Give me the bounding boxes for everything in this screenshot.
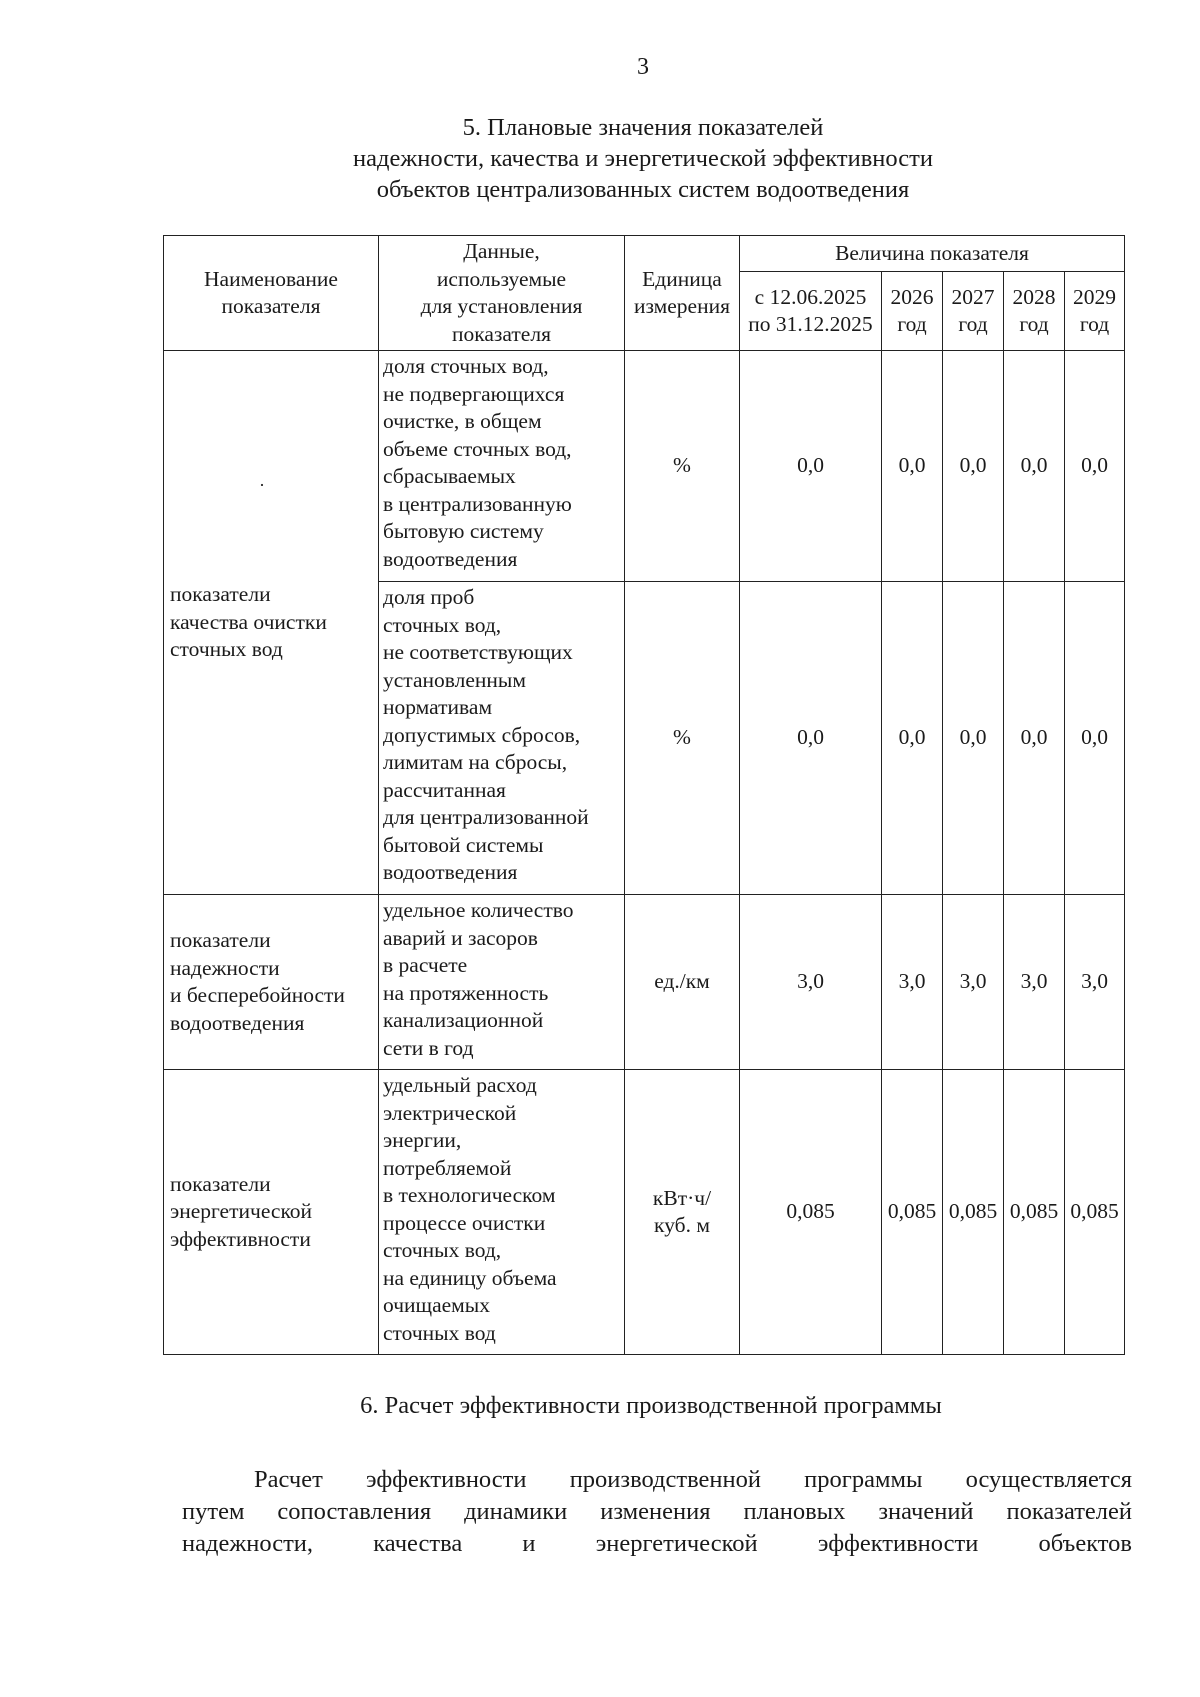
indicator-value: 0,0 bbox=[1065, 582, 1125, 895]
section-5-title-line: 5. Плановые значения показателей bbox=[462, 114, 824, 141]
indicator-value: 0,0 bbox=[740, 351, 882, 582]
section-5-title bbox=[0, 112, 1200, 205]
paragraph-line: надежности, качества и энергетической эффективности объектов bbox=[182, 1530, 1132, 1557]
header-period: с 12.06.2025 по 31.12.2025 bbox=[740, 272, 882, 351]
indicator-value: 0,0 bbox=[943, 582, 1004, 895]
indicator-value: 0,0 bbox=[882, 351, 943, 582]
header-period: 2026 год bbox=[882, 272, 943, 351]
indicator-value: 3,0 bbox=[1065, 895, 1125, 1070]
indicator-value: 3,0 bbox=[943, 895, 1004, 1070]
indicator-data: доля сточных вод, не подвергающихся очистке, в общем объеме сточных вод, сбрасываемых в централизованную бытовую систему водоотведения bbox=[379, 351, 625, 582]
indicator-unit: % bbox=[625, 582, 740, 895]
indicator-unit: % bbox=[625, 351, 740, 582]
indicator-data: удельный расход электрической энергии, потребляемой в технологическом процессе очистки сточных вод, на единицу объема очищаемых сточных вод bbox=[379, 1070, 625, 1355]
indicator-name: показатели надежности и бесперебойности водоотведения bbox=[164, 895, 379, 1070]
indicator-value: 3,0 bbox=[882, 895, 943, 1070]
indicator-value: 0,0 bbox=[1004, 582, 1065, 895]
indicator-value: 0,0 bbox=[740, 582, 882, 895]
indicator-data: доля проб сточных вод, не соответствующих установленным нормативам допустимых сбросов, лимитам на сбросы, рассчитанная для централизованной бытовой системы водоотведения bbox=[379, 582, 625, 895]
header-period: 2028 год bbox=[1004, 272, 1065, 351]
header-value-group: Величина показателя bbox=[740, 236, 1125, 272]
header-name: Наименование показателя bbox=[164, 236, 379, 351]
indicator-value: 0,085 bbox=[740, 1070, 882, 1355]
page-number: 3 bbox=[637, 54, 649, 80]
indicator-value: 3,0 bbox=[1004, 895, 1065, 1070]
paragraph-line: путем сопоставления динамики изменения плановых значений показателей bbox=[182, 1498, 1132, 1525]
indicator-value: 0,0 bbox=[882, 582, 943, 895]
section-5-title-line: надежности, качества и энергетической эффективности bbox=[353, 145, 933, 172]
indicator-data: удельное количество аварий и засоров в расчете на протяженность канализационной сети в год bbox=[379, 895, 625, 1070]
indicator-value: 0,085 bbox=[943, 1070, 1004, 1355]
paragraph-line: Расчет эффективности производственной программы осуществляется bbox=[254, 1466, 1132, 1493]
indicators-table bbox=[163, 235, 1125, 1355]
indicator-name: показатели качества очистки сточных вод bbox=[164, 351, 379, 895]
indicator-value: 0,085 bbox=[1004, 1070, 1065, 1355]
section-6-paragraph bbox=[182, 1464, 1132, 1560]
indicator-value: 0,0 bbox=[1065, 351, 1125, 582]
header-period: 2029 год bbox=[1065, 272, 1125, 351]
section-6-title: 6. Расчет эффективности производственной программы bbox=[360, 1392, 942, 1419]
indicator-value: 0,085 bbox=[882, 1070, 943, 1355]
stray-dot: · bbox=[259, 475, 265, 495]
indicator-value: 0,0 bbox=[1004, 351, 1065, 582]
table-row bbox=[164, 351, 1125, 582]
indicator-unit: ед./км bbox=[625, 895, 740, 1070]
table-row bbox=[164, 895, 1125, 1070]
indicator-value: 0,085 bbox=[1065, 1070, 1125, 1355]
indicator-name: показатели энергетической эффективности bbox=[164, 1070, 379, 1355]
table-row bbox=[164, 1070, 1125, 1355]
header-unit: Единица измерения bbox=[625, 236, 740, 351]
indicator-value: 3,0 bbox=[740, 895, 882, 1070]
indicator-value: 0,0 bbox=[943, 351, 1004, 582]
header-data: Данные, используемые для установления показателя bbox=[379, 236, 625, 351]
section-5-title-line: объектов централизованных систем водоотведения bbox=[376, 176, 910, 203]
header-period: 2027 год bbox=[943, 272, 1004, 351]
indicator-unit: кВт·ч/ куб. м bbox=[625, 1070, 740, 1355]
